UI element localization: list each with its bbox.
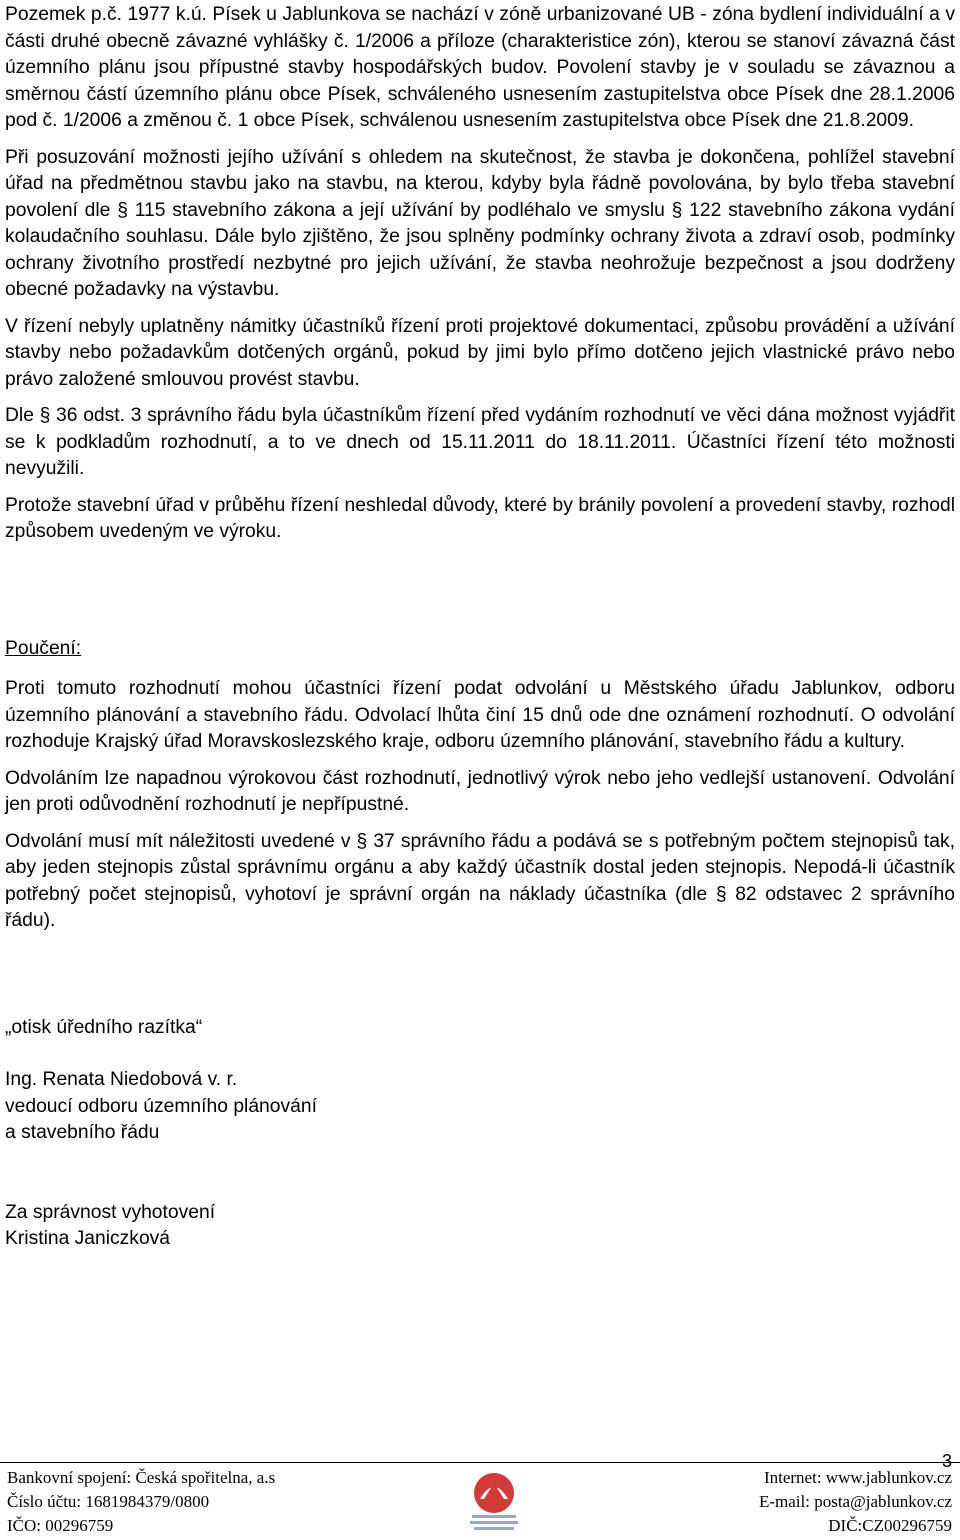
paragraph-objections: V řízení nebyly uplatněny námitky účastníků řízení proti projektové dokumentaci, způsobu provádění a užívání stavby nebo požadavkům dotčených orgánů, pokud by jimi bylo přímo dotčeno jejich vlastnické právo nebo právo založené smlouvou provést stavbu.: [5, 315, 955, 390]
instruction-heading: Poučení:: [5, 637, 82, 659]
footer-bank: Bankovní spojení: Česká spořitelna, a.s: [7, 1468, 276, 1487]
footer-web[interactable]: Internet: www.jablunkov.cz: [763, 1468, 952, 1487]
stamp-note: „otisk úředního razítka“: [5, 1016, 203, 1038]
footer-contact-info: [759, 1466, 952, 1538]
copy-note-label: Za správnost vyhotovení: [5, 1201, 216, 1223]
instruction-paragraph-copies: Odvolání musí mít náležitosti uvedené v § 37 správního řádu a podává se s potřebným počtem stejnopisů tak, aby jeden stejnopis zůstal správnímu orgánu a aby každý účastník dostal jeden stejnopis. Nepodá-li účastník potřebný počet stejnopisů, vyhotoví je správní orgán na náklady účastníka (dle § 82 odstavec 2 správního řádu).: [5, 830, 955, 931]
footer-email[interactable]: E-mail: posta@jablunkov.cz: [758, 1492, 952, 1511]
page-footer: [0, 1451, 960, 1537]
document-body: [5, 0, 955, 1253]
footer-ico: IČO: 00296759: [7, 1516, 114, 1535]
paragraph-decision: Protože stavební úřad v průběhu řízení neshledal důvody, které by bránily povolení a provedení stavby, rozhodl způsobem uvedeným ve výroku.: [5, 494, 955, 542]
paragraph-usage-assessment: Při posuzování možnosti jejího užívání s ohledem na skutečnost, že stavba je dokončena, pohlížel stavební úřad na předmětnou stavbu jako na stavbu, na kterou, kdyby byla řádně povolována, by bylo třeba stavební povolení dle § 115 stavebního zákona a její užívání by podléhalo ve smyslu § 122 stavebního zákona vydání kolaudačního souhlasu. Dále bylo zjištěno, že jsou splněny podmínky ochrany života a zdraví osob, podmínky ochrany životního prostředí nezbytné pro jejich užívání, že stavba neohrožuje bezpečnost a jsou dodrženy obecné požadavky na výstavbu.: [5, 146, 955, 300]
page-number: 3: [941, 1451, 952, 1471]
quality-award-logo: [466, 1469, 522, 1535]
instruction-paragraph-appeal: Proti tomuto rozhodnutí mohou účastníci řízení podat odvolání u Městského úřadu Jablunkov, odboru územního plánování a stavebního řádu. Odvolací lhůta činí 15 dnů ode dne oznámení rozhodnutí. O odvolání rozhoduje Krajský úřad Moravskoslezského kraje, odboru územního plánování, stavebního řádu a kultury.: [5, 678, 955, 752]
copy-note-name: Kristina Janiczková: [5, 1228, 171, 1249]
footer-account: Číslo účtu: 1681984379/0800: [7, 1492, 210, 1511]
signatory-name: Ing. Renata Niedobová v. r.: [5, 1069, 238, 1090]
footer-bank-info: [7, 1466, 275, 1538]
signatory-title-line1: vedoucí odboru územního plánování: [5, 1095, 317, 1117]
paragraph-zoning: Pozemek p.č. 1977 k.ú. Písek u Jablunkova se nachází v zóně urbanizované UB - zóna bydlení individuální a v části druhé obecně závazné vyhlášky č. 1/2006 a příloze (charakteristice zón), kterou se stanoví závazná část územního plánu jsou přípustné stavby hospodářských budov. Povolení stavby je v souladu se závaznou a směrnou částí územního plánu obce Písek, schváleného usnesením zastupitelstva obce Písek dne 28.1.2006 pod č. 1/2006 a změnou č. 1 obce Písek, schválenou usnesením zastupitelstva obce Písek dne 21.8.2009.: [5, 4, 955, 131]
instruction-paragraph-scope: Odvoláním lze napadnou výrokovou část rozhodnutí, jednotlivý výrok nebo jeho vedlejší ustanovení. Odvolání jen proti odůvodnění rozhodnutí je nepřípustné.: [5, 767, 955, 815]
quality-award-icon: [466, 1469, 522, 1535]
paragraph-participants: Dle § 36 odst. 3 správního řádu byla účastníkům řízení před vydáním rozhodnutí ve věci dána možnost vyjádřit se k podkladům rozhodnutí, a to ve dnech od 15.11.2011 do 18.11.2011. Účastníci řízení této možnosti nevyužili.: [5, 405, 955, 479]
footer-dic: DIČ:CZ00296759: [828, 1516, 952, 1535]
signatory-title-line2: a stavebního řádu: [5, 1122, 160, 1143]
